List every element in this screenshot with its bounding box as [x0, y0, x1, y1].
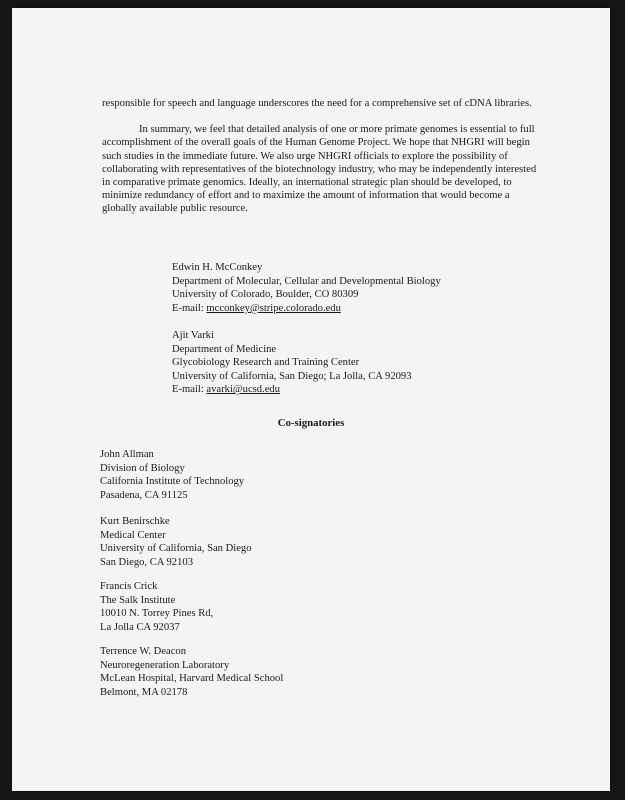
cosignatory-line: Belmont, MA 02178 [100, 686, 188, 698]
cosignatory-block [100, 448, 244, 502]
cosignatory-line: McLean Hospital, Harvard Medical School [100, 673, 284, 685]
continuation-paragraph: responsible for speech and language underscores the need for a comprehensive set of cDNA libraries. [102, 98, 532, 109]
cosignatory-line: Pasadena, CA 91125 [100, 489, 188, 501]
cosignatory-name: John Allman [100, 449, 154, 460]
author-affiliation-line: Department of Medicine [172, 343, 277, 355]
cosignatory-block [100, 645, 283, 699]
cosignatory-line: San Diego, CA 92103 [100, 556, 193, 568]
cosignatory-name: Francis Crick [100, 581, 158, 592]
cosignatory-name: Kurt Benirschke [100, 516, 170, 527]
author-affiliation-line: Glycobiology Research and Training Center [172, 357, 360, 369]
summary-paragraph: In summary, we feel that detailed analysis of one or more primate genomes is essential to full accomplishment of the overall goals of the Human Genome Project. We hope that NHGRI will begin such studies in the immediate future. We also urge NHGRI officials to explore the possibility of collaborating with representatives of the biotechnology industry, who may be independently interested in comparative primate genomics. Ideally, an international strategic plan should be developed, to minimize redundancy of effort and to maximize the amount of information that would become a globally available public resource. [102, 124, 537, 215]
cosignatory-block [100, 515, 252, 569]
cosignatory-line: Medical Center [100, 529, 166, 541]
author-block-2 [172, 329, 412, 397]
email-label: E-mail: [172, 384, 207, 396]
cosignatory-line: California Institute of Technology [100, 476, 245, 488]
author-affiliation-line: Department of Molecular, Cellular and Developmental Biology [172, 275, 441, 287]
cosignatory-line: Neuroregeneration Laboratory [100, 659, 230, 671]
author-email-line [172, 302, 441, 316]
cosignatory-line: 10010 N. Torrey Pines Rd, [100, 608, 214, 620]
email-label: E-mail: [172, 302, 207, 314]
cosignatory-line: La Jolla CA 92037 [100, 621, 180, 633]
author-affiliation-line: University of Colorado, Boulder, CO 80309 [172, 289, 359, 301]
cosignatory-line: University of California, San Diego [100, 543, 252, 555]
cosignatory-line: Division of Biology [100, 462, 185, 474]
author-block-1 [172, 261, 441, 315]
cosignatory-name: Terrence W. Deacon [100, 646, 187, 657]
author-name: Edwin H. McConkey [172, 262, 263, 273]
email-link[interactable]: avarki@ucsd.edu [206, 384, 281, 396]
body-text [102, 97, 542, 216]
author-affiliation-line: University of California, San Diego; La Jolla, CA 92093 [172, 370, 412, 382]
email-link[interactable]: mcconkey@stripe.colorado.edu [206, 302, 341, 314]
document-page [12, 8, 610, 791]
cosignatory-line: The Salk Institute [100, 594, 176, 606]
cosignatories-heading: Co-signatories [277, 417, 345, 429]
author-name: Ajit Varki [172, 330, 214, 341]
cosignatory-block [100, 580, 213, 634]
author-email-line [172, 383, 412, 397]
